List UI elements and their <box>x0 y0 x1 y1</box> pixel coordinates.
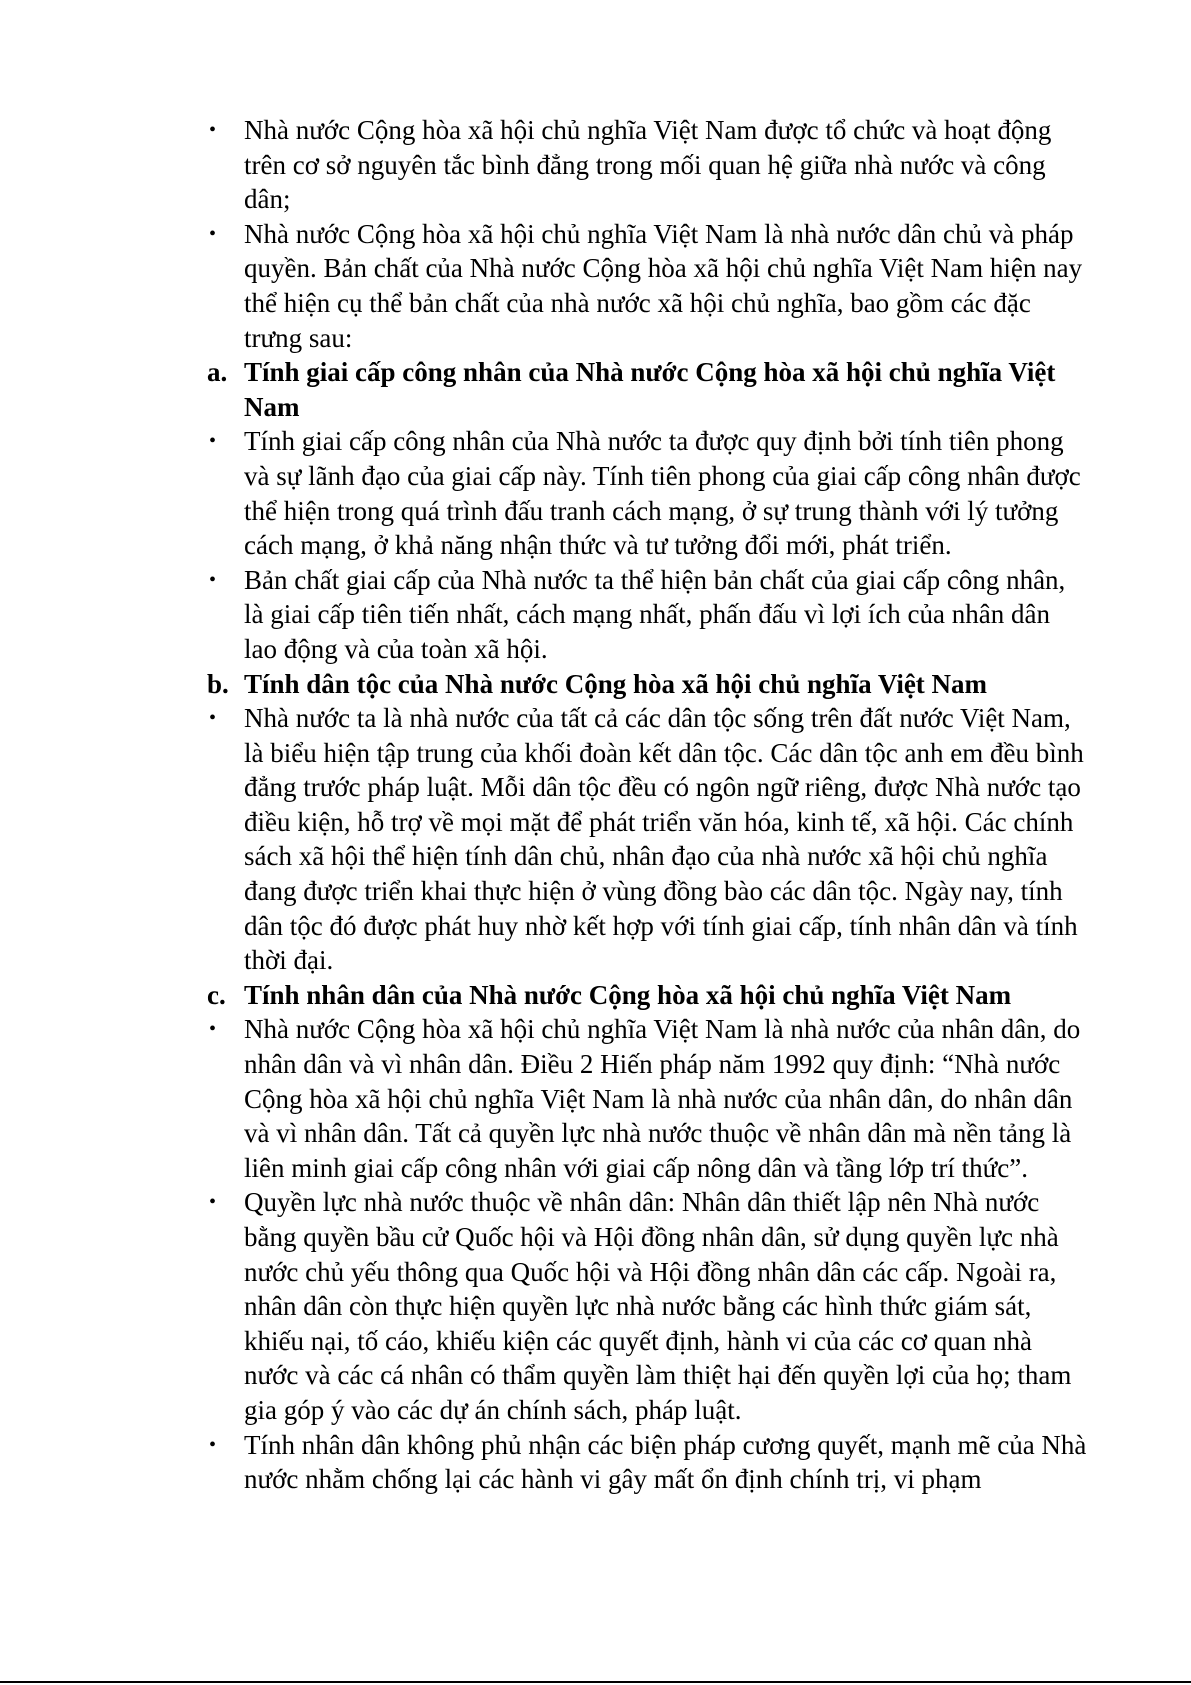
bullet-item <box>207 1185 1087 1427</box>
bullet-item <box>207 217 1087 355</box>
section-heading-c <box>207 978 1087 1013</box>
heading-text: Tính giai cấp công nhân của Nhà nước Cộng hòa xã hội chủ nghĩa Việt Nam <box>244 357 1056 422</box>
bullet-item <box>207 1012 1087 1185</box>
bullet-item <box>207 1428 1087 1497</box>
bullet-text: Quyền lực nhà nước thuộc về nhân dân: Nhân dân thiết lập nên Nhà nước bằng quyền bầu cử Quốc hội và Hội đồng nhân dân, sử dụng quyền lực nhà nước chủ yếu thông qua Quốc hội và Hội đồng nhân dân các cấp. Ngoài ra, nhân dân còn thực hiện quyền lực nhà nước bằng các hình thức giám sát, khiếu nại, tố cáo, khiếu kiện các quyết định, hành vi của các cơ quan nhà nước và các cá nhân có thẩm quyền làm thiệt hại đến quyền lợi của họ; tham gia góp ý vào các dự án chính sách, pháp luật. <box>244 1187 1072 1425</box>
bullet-marker: • <box>209 1191 217 1214</box>
bullet-marker: • <box>209 1018 217 1041</box>
bullet-marker: • <box>209 119 217 141</box>
page-bottom-rule <box>0 1681 1191 1683</box>
section-heading-b <box>207 667 1087 702</box>
bullet-text: Nhà nước Cộng hòa xã hội chủ nghĩa Việt Nam được tổ chức và hoạt động trên cơ sở nguyên tắc bình đẳng trong mối quan hệ giữa nhà nước và công dân; <box>244 115 1052 215</box>
heading-marker: b. <box>207 668 229 699</box>
heading-marker: c. <box>207 979 226 1010</box>
bullet-marker: • <box>209 568 217 591</box>
bullet-marker: • <box>209 430 217 453</box>
document-body <box>207 113 1087 1497</box>
bullet-item <box>207 701 1087 978</box>
bullet-item <box>207 113 1087 217</box>
bullet-text: Bản chất giai cấp của Nhà nước ta thể hiện bản chất của giai cấp công nhân, là giai cấp tiên tiến nhất, cách mạng nhất, phấn đấu vì lợi ích của nhân dân lao động và của toàn xã hội. <box>244 564 1066 664</box>
bullet-text: Nhà nước ta là nhà nước của tất cả các dân tộc sống trên đất nước Việt Nam, là biểu hiện tập trung của khối đoàn kết dân tộc. Các dân tộc anh em đều bình đẳng trước pháp luật. Mỗi dân tộc đều có ngôn ngữ riêng, được Nhà nước tạo điều kiện, hỗ trợ về mọi mặt để phát triển văn hóa, kinh tế, xã hội. Các chính sách xã hội thể hiện tính dân chủ, nhân đạo của nhà nước xã hội chủ nghĩa đang được triển khai thực hiện ở vùng đồng bào các dân tộc. Ngày nay, tính dân tộc đó được phát huy nhờ kết hợp với tính giai cấp, tính nhân dân và tính thời đại. <box>244 703 1084 976</box>
bullet-marker: • <box>209 222 217 245</box>
bullet-text: Tính giai cấp công nhân của Nhà nước ta được quy định bởi tính tiên phong và sự lãnh đạo của giai cấp này. Tính tiên phong của giai cấp công nhân được thể hiện trong quá trình đấu tranh cách mạng, ở sự trung thành với lý tưởng cách mạng, ở khả năng nhận thức và tư tưởng đổi mới, phát triển. <box>244 426 1081 561</box>
bullet-item <box>207 563 1087 667</box>
heading-text: Tính nhân dân của Nhà nước Cộng hòa xã hội chủ nghĩa Việt Nam <box>244 979 1012 1010</box>
heading-marker: a. <box>207 357 228 388</box>
bullet-text: Tính nhân dân không phủ nhận các biện pháp cương quyết, mạnh mẽ của Nhà nước nhằm chống lại các hành vi gây mất ổn định chính trị, vi phạm <box>244 1429 1087 1495</box>
bullet-marker: • <box>209 707 217 730</box>
bullet-item <box>207 424 1087 562</box>
bullet-text: Nhà nước Cộng hòa xã hội chủ nghĩa Việt Nam là nhà nước của nhân dân, do nhân dân và vì nhân dân. Điều 2 Hiến pháp năm 1992 quy định: “Nhà nước Cộng hòa xã hội chủ nghĩa Việt Nam là nhà nước của nhân dân, do nhân dân và vì nhân dân. Tất cả quyền lực nhà nước thuộc về nhân dân mà nền tảng là liên minh giai cấp công nhân với giai cấp nông dân và tầng lớp trí thức”. <box>244 1014 1081 1183</box>
heading-text: Tính dân tộc của Nhà nước Cộng hòa xã hội chủ nghĩa Việt Nam <box>244 668 988 699</box>
bullet-text: Nhà nước Cộng hòa xã hội chủ nghĩa Việt Nam là nhà nước dân chủ và pháp quyền. Bản chất của Nhà nước Cộng hòa xã hội chủ nghĩa Việt Nam hiện nay thể hiện cụ thể bản chất của nhà nước xã hội chủ nghĩa, bao gồm các đặc trưng sau: <box>244 218 1083 353</box>
section-heading-a <box>207 355 1087 424</box>
bullet-marker: • <box>209 1433 217 1456</box>
